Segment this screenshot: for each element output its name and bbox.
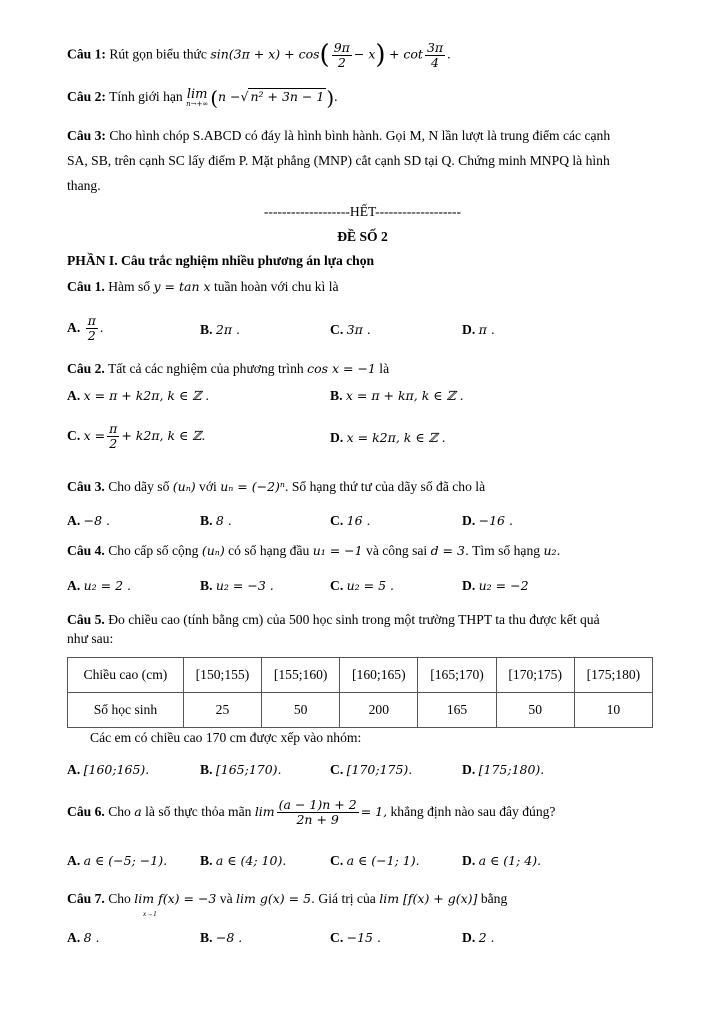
mc4-option-a: A. u₂ = 2 . [67,578,132,593]
mc3-option-a: A. −8 . [67,513,110,528]
q3-line-2: SA, SB, trên cạnh SC lấy điểm P. Mặt phẳng (MNP) cắt cạnh SD tại Q. Chứng minh MNPQ là hình [67,153,610,168]
table-header-cell: Số học sinh [68,693,184,728]
math-expr: y = tan x [153,279,211,294]
question-text: Tất cả các nghiệm của phương trình [107,361,304,376]
sqrt-expr: n² + 3n − 1 [250,89,325,105]
mc3-option-c: C. 16 . [330,513,371,528]
question-text: Cho cấp số cộng [108,543,199,558]
question-text: và [219,891,233,906]
mc6-question [67,798,555,828]
table-cell: 50 [496,693,574,728]
question-text: . Số hạng thứ tư của dãy số đã cho là [285,479,486,494]
question-text: Tìm số hạng [472,543,541,558]
table-cell: 165 [418,693,496,728]
math-expr: lim g(x) = 5. [236,891,316,906]
math-expr: = 1, [360,804,388,819]
mc7-option-d: D. 2 . [462,930,495,945]
mc3-option-d: D. −16 . [462,513,513,528]
fraction: $\frac{(a - 1)n + 2}{2n + 9}$ [278,797,357,828]
mc5-option-a: A. [160;165). [67,762,150,777]
question-label: Câu 4. [67,543,105,558]
mc3-option-b: B. 8 . [200,513,232,528]
math-expr: u₂. [543,543,561,558]
mc7-option-a: A. 8 . [67,930,100,945]
table-cell: [155;160) [262,658,340,693]
table-cell: 50 [262,693,340,728]
mc2-option-b: B. x = π + kπ, k ∈ ℤ . [330,388,464,403]
mc5-option-d: D. [175;180). [462,762,545,777]
question-text: và công sai [366,543,428,558]
mc6-option-b: B. a ∈ (4; 10). [200,853,287,868]
question-text: Cho [108,804,131,819]
table-cell: 10 [574,693,652,728]
question-text: là số thực thỏa mãn [145,804,252,819]
table-cell: [175;180) [574,658,652,693]
question-text: Tính giới hạn [109,89,183,105]
question-label: Câu 2: [67,89,106,105]
table-row [68,658,653,693]
question-label: Câu 3: [67,128,106,143]
mc5-option-c: C. [170;175). [330,762,413,777]
mc5-question [67,612,600,628]
question-text: với [199,479,217,494]
math-expr: (uₙ) [201,543,225,558]
mc1-option-c: C. 3π . [330,322,371,337]
question-text: khẳng định nào sau đây đúng? [390,804,556,819]
math-expr: a [134,804,142,819]
math-expr: − x [353,46,376,62]
question-label: Câu 1: [67,46,106,62]
mc4-question [67,543,561,559]
table-cell: [165;170) [418,658,496,693]
limit-subscript: x→1 [143,910,157,918]
mc7-option-b: B. −8 . [200,930,243,945]
question-text: có số hạng đầu [228,543,310,558]
math-expr: sin(3π + x) + cos [210,46,320,62]
mc7-option-c: C. −15 . [330,930,381,945]
mc7-question [67,891,507,907]
q3-line-1 [67,128,610,144]
question-label: Câu 2. [67,361,105,376]
question-text: Cho dãy số [108,479,170,494]
math-expr: cos x = −1 [307,361,376,376]
mc4-option-d: D. u₂ = −2 [462,578,529,593]
mc2-option-c: C. x = $\frac{\pi}{2}$ + k2π, k ∈ ℤ. [67,421,206,452]
exam-title: ĐỀ SỐ 2 [337,229,388,244]
question-text: Cho [108,891,131,906]
mc5-option-b: B. [165;170). [200,762,282,777]
q2-line: Câu 2: Tính giới hạn lim n→+∞ (n −√ n² + 3n − 1 ). [67,86,338,110]
question-label: Câu 5. [67,612,105,627]
question-text: Đo chiều cao (tính bằng cm) của 500 học sinh trong một trường THPT ta thu được kết quả [108,612,600,627]
mc1-option-a: A. $\frac{\pi}{2}$ . [67,313,104,344]
math-expr: u₁ = −1 [312,543,363,558]
mc5-question-line-2: như sau: [67,631,114,646]
math-expr: d = 3. [430,543,469,558]
table-cell: [170;175) [496,658,574,693]
mc4-option-c: C. u₂ = 5 . [330,578,395,593]
height-table [67,657,653,728]
math-expr: (uₙ) [172,479,196,494]
mc6-option-a: A. a ∈ (−5; −1). [67,853,168,868]
fraction: $\frac{3\pi}{4}$ [426,39,444,71]
mc2-question [67,361,389,377]
q3-line-3: thang. [67,178,101,193]
fraction: $\frac{9\pi}{2}$ [333,39,350,71]
table-cell: 200 [340,693,418,728]
mc1-option-b: B. 2π . [200,322,240,337]
part-title: PHẦN I. Câu trắc nghiệm nhiều phương án lựa chọn [67,253,375,268]
mc2-option-d: D. x = k2π, k ∈ ℤ . [330,430,446,445]
math-expr: n − [218,89,241,105]
mc1-option-d: D. π . [462,322,495,337]
question-text: Cho hình chóp S.ABCD có đáy là hình bình hành. Gọi M, N lần lượt là trung điểm các cạnh [109,128,611,143]
limit: lim n→+∞ [186,87,209,108]
table-cell: 25 [183,693,261,728]
end-mark: -------------------HẾT------------------- [263,204,462,219]
math-expr: lim f(x) = −3 [134,891,217,906]
q1-line: Câu 1: Rút gọn biểu thức sin(3π + x) + cos( $\frac{9\pi}{2}$ − x) + cot $\frac{3\pi}{4}$ . [67,39,451,71]
mc2-option-a: A. x = π + k2π, k ∈ ℤ . [67,388,210,403]
question-text: tuần hoàn với chu kì là [213,279,339,294]
mc6-option-c: C. a ∈ (−1; 1). [330,853,420,868]
mc6-option-d: D. a ∈ (1; 4). [462,853,542,868]
question-text: là [379,361,390,376]
question-text: Rút gọn biểu thức [109,46,207,62]
mc1-question [67,279,339,295]
mc4-option-b: B. u₂ = −3 . [200,578,274,593]
question-label: Câu 7. [67,891,105,906]
question-label: Câu 3. [67,479,105,494]
table-header-cell: Chiều cao (cm) [68,658,184,693]
math-expr: uₙ = (−2)ⁿ [220,479,286,494]
question-text: Hàm số [108,279,151,294]
math-expr: lim [f(x) + g(x)] [379,891,478,906]
question-text: bằng [480,891,508,906]
limit: lim [254,804,275,819]
question-text: Giá trị của [318,891,376,906]
mc5-followup: Các em có chiều cao 170 cm được xếp vào nhóm: [90,730,362,745]
question-label: Câu 1. [67,279,105,294]
mc3-question [67,479,485,495]
table-cell: [150;155) [183,658,261,693]
question-label: Câu 6. [67,804,105,819]
table-cell: [160;165) [340,658,418,693]
table-row [68,693,653,728]
math-expr: + cot [388,46,423,62]
